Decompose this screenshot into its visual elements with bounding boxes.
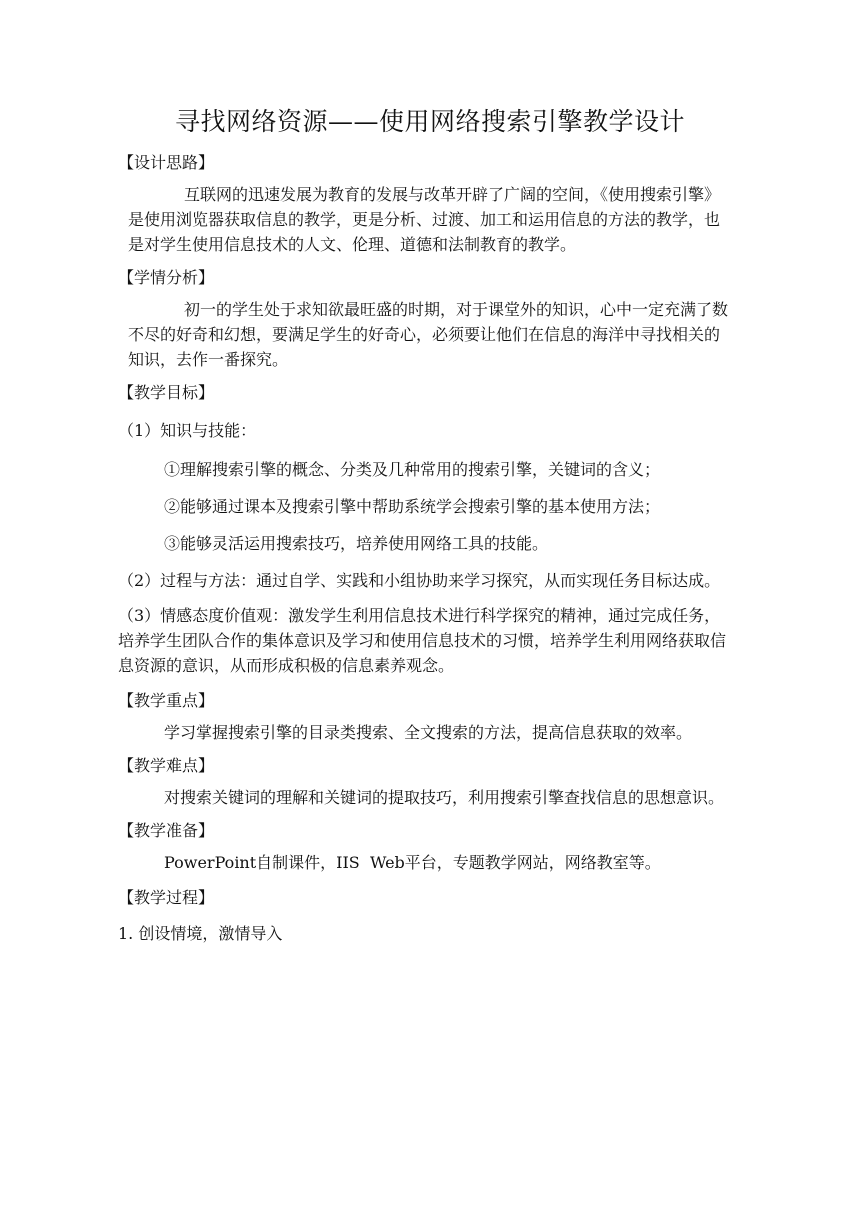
process-method-text: （2）过程与方法：通过自学、实践和小组协助来学习探究，从而实现任务目标达成。 [118,571,721,590]
learner-analysis-text: 初一的学生处于求知欲最旺盛的时期，对于课堂外的知识，心中一定充满了数不尽的好奇和幻想，要满足学生的好奇心，必须要让他们在信息的海洋中寻找相关的知识，去作一番探究。 [128,300,729,369]
design-idea-text: 互联网的迅速发展为教育的发展与改革开辟了广阔的空间，《使用搜索引擎》是使用浏览器获取信息的教学，更是分析、过渡、加工和运用信息的方法的教学，也是对学生使用信息技术的人文、伦理、道德和法制教育的教学。 [128,185,721,254]
knowledge-skills-label: （1）知识与技能： [118,421,257,440]
difficulties-heading: 【教学难点】 [118,756,215,775]
objective-item-3: ③能够灵活运用搜索技巧，培养使用网络工具的技能。 [164,534,549,553]
difficulties-text: 对搜索关键词的理解和关键词的提取技巧，利用搜索引擎查找信息的思想意识。 [164,788,725,807]
learner-analysis-heading: 【学情分析】 [118,268,215,287]
design-idea-heading: 【设计思路】 [118,153,215,172]
objective-item-2: ②能够通过课本及搜索引擎中帮助系统学会搜索引擎的基本使用方法； [164,497,661,516]
key-points-heading: 【教学重点】 [118,691,215,710]
objectives-heading: 【教学目标】 [118,383,215,402]
emotion-values-text: （3）情感态度价值观：激发学生利用信息技术进行科学探究的精神，通过完成任务，培养学生团队合作的集体意识及学习和使用信息技术的习惯，培养学生利用网络获取信息资源的意识，从而形成积极的信息素养观念。 [118,606,727,675]
document-title: 寻找网络资源——使用网络搜索引擎教学设计 [174,107,685,136]
objective-item-1: ①理解搜索引擎的概念、分类及几种常用的搜索引擎，关键词的含义； [164,460,661,479]
process-heading: 【教学过程】 [118,888,215,907]
preparation-text: PowerPoint自制课件，IIS Web平台，专题教学网站，网络教室等。 [164,853,661,872]
preparation-heading: 【教学准备】 [118,821,215,840]
key-points-text: 学习掌握搜索引擎的目录类搜索、全文搜索的方法，提高信息获取的效率。 [164,723,693,742]
process-step-1: 1. 创设情境，激情导入 [118,924,283,943]
